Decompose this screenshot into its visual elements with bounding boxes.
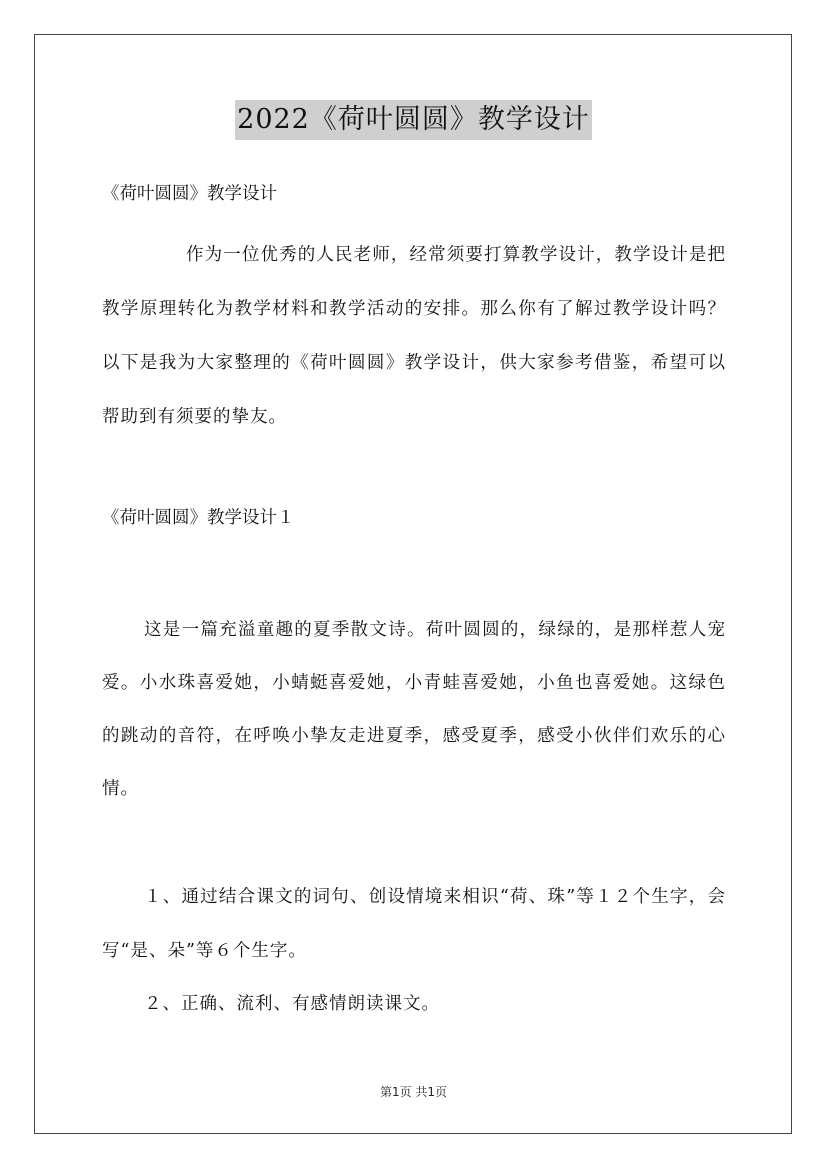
document-title[interactable]: 2022《荷叶圆圆》教学设计 [235,100,592,140]
section-heading: 《荷叶圆圆》教学设计１ [102,508,295,528]
goal-item-1: １、通过结合课文的词句、创设情境来相识“荷、珠”等１２个生字，会写“是、朵”等６个生字。 [102,887,726,961]
document-subtitle: 《荷叶圆圆》教学设计 [102,184,277,204]
goal-item-2: ２、正确、流利、有感情朗读课文。 [144,994,440,1014]
body-paragraph: 这是一篇充溢童趣的夏季散文诗。荷叶圆圆的，绿绿的，是那样惹人宠爱。小水珠喜爱她，小蜻蜓喜爱她，小青蛙喜爱她，小鱼也喜爱她。这绿色的跳动的音符，在呼唤小挚友走进夏季，感受夏季，感受小伙伴们欢乐的心情。 [102,620,726,799]
page-footer: 第1页 共1页 [379,1085,448,1099]
intro-paragraph: 作为一位优秀的人民老师，经常须要打算教学设计，教学设计是把教学原理转化为教学材料和教学活动的安排。那么你有了解过教学设计吗？以下是我为大家整理的《荷叶圆圆》教学设计，供大家参考借鉴，希望可以帮助到有须要的挚友。 [102,245,726,427]
title-container [0,100,827,140]
